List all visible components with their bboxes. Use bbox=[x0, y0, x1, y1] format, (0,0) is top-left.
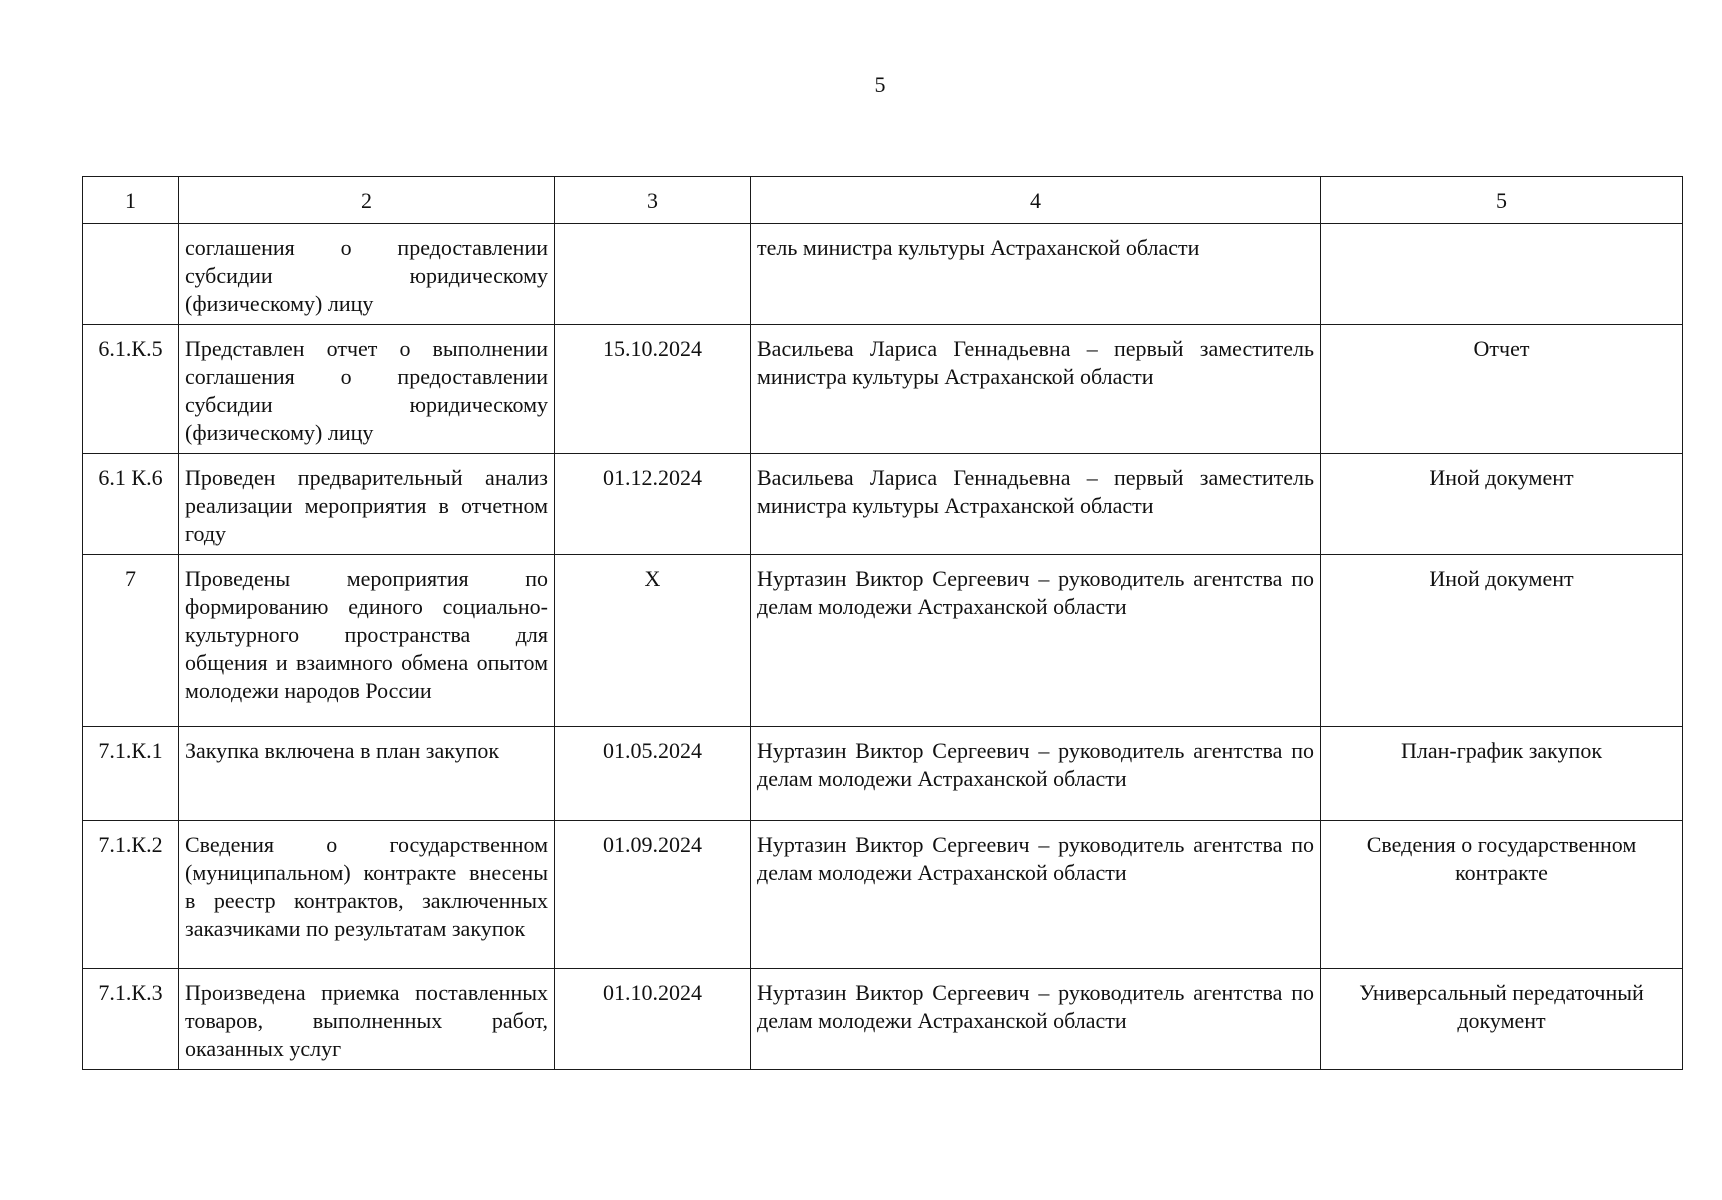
cell-description: соглашения о предоставлении субсидии юридическому (физическому) лицу bbox=[179, 224, 555, 325]
table-row bbox=[83, 969, 1683, 1070]
cell-document: Иной документ bbox=[1321, 555, 1683, 727]
cell-document: Сведения о государственном контракте bbox=[1321, 821, 1683, 969]
table-row bbox=[83, 454, 1683, 555]
cell-responsible: Нуртазин Виктор Сергеевич – руководитель агентства по делам молодежи Астраханской области bbox=[751, 969, 1321, 1070]
cell-responsible: Нуртазин Виктор Сергеевич – руководитель агентства по делам молодежи Астраханской области bbox=[751, 727, 1321, 821]
cell-responsible: Васильева Лариса Геннадьевна – первый заместитель министра культуры Астраханской области bbox=[751, 454, 1321, 555]
table-row bbox=[83, 325, 1683, 454]
table-row bbox=[83, 727, 1683, 821]
table-header-row bbox=[83, 177, 1683, 224]
cell-document: Отчет bbox=[1321, 325, 1683, 454]
cell-description: Проведены мероприятия по формированию единого социально-культурного пространства для общения и взаимного обмена опытом молодежи народов России bbox=[179, 555, 555, 727]
cell-number: 7.1.К.2 bbox=[83, 821, 179, 969]
cell-date: 01.10.2024 bbox=[555, 969, 751, 1070]
table-row bbox=[83, 224, 1683, 325]
cell-number: 6.1.К.5 bbox=[83, 325, 179, 454]
cell-date: 01.09.2024 bbox=[555, 821, 751, 969]
table-row bbox=[83, 555, 1683, 727]
cell-responsible: Нуртазин Виктор Сергеевич – руководитель агентства по делам молодежи Астраханской области bbox=[751, 821, 1321, 969]
cell-number: 6.1 К.6 bbox=[83, 454, 179, 555]
cell-responsible: Нуртазин Виктор Сергеевич – руководитель агентства по делам молодежи Астраханской области bbox=[751, 555, 1321, 727]
column-header-3: 3 bbox=[555, 177, 751, 224]
plan-table bbox=[82, 176, 1683, 1070]
cell-date bbox=[555, 224, 751, 325]
cell-responsible: Васильева Лариса Геннадьевна – первый заместитель министра культуры Астраханской области bbox=[751, 325, 1321, 454]
cell-number: 7.1.К.3 bbox=[83, 969, 179, 1070]
cell-document: Иной документ bbox=[1321, 454, 1683, 555]
column-header-4: 4 bbox=[751, 177, 1321, 224]
column-header-5: 5 bbox=[1321, 177, 1683, 224]
cell-description: Закупка включена в план закупок bbox=[179, 727, 555, 821]
cell-description: Проведен предварительный анализ реализации мероприятия в отчетном году bbox=[179, 454, 555, 555]
cell-date: Х bbox=[555, 555, 751, 727]
cell-number: 7 bbox=[83, 555, 179, 727]
cell-document: Универсальный передаточный документ bbox=[1321, 969, 1683, 1070]
cell-description: Представлен отчет о выполнении соглашения о предоставлении субсидии юридическому (физическому) лицу bbox=[179, 325, 555, 454]
page-number: 5 bbox=[874, 72, 886, 97]
cell-number bbox=[83, 224, 179, 325]
cell-document: План-график закупок bbox=[1321, 727, 1683, 821]
column-header-1: 1 bbox=[83, 177, 179, 224]
cell-date: 15.10.2024 bbox=[555, 325, 751, 454]
cell-number: 7.1.К.1 bbox=[83, 727, 179, 821]
cell-description: Сведения о государственном (муниципальном) контракте внесены в реестр контрактов, заключенных заказчиками по результатам закупок bbox=[179, 821, 555, 969]
cell-document bbox=[1321, 224, 1683, 325]
table-row bbox=[83, 821, 1683, 969]
cell-responsible: тель министра культуры Астраханской области bbox=[751, 224, 1321, 325]
cell-date: 01.05.2024 bbox=[555, 727, 751, 821]
cell-date: 01.12.2024 bbox=[555, 454, 751, 555]
cell-description: Произведена приемка поставленных товаров, выполненных работ, оказанных услуг bbox=[179, 969, 555, 1070]
column-header-2: 2 bbox=[179, 177, 555, 224]
